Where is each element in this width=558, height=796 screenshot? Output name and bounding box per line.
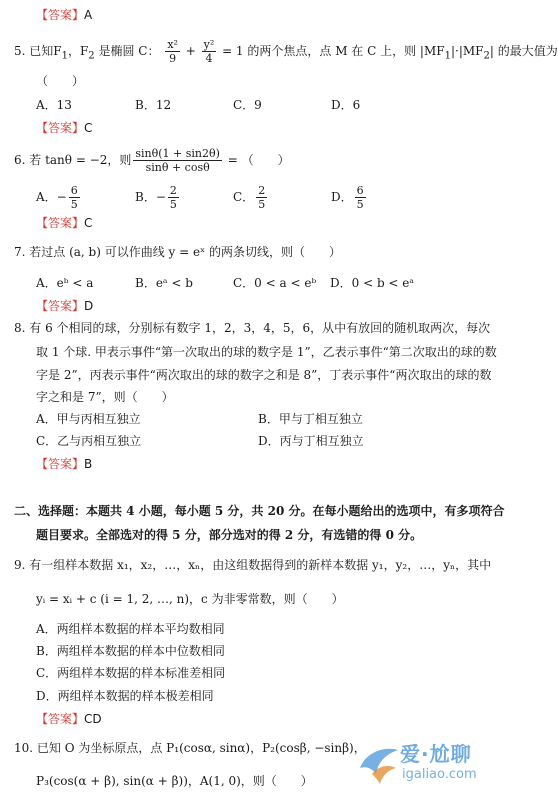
answer-tag: 【答案】 [36, 457, 85, 471]
frac-den: 4 [205, 52, 213, 65]
q10-line: 10. 已知 O 为坐标原点，点 P₁(cosα, sinα)，P₂(cosβ, −sinβ)， [14, 741, 366, 755]
answer-tag: 【答案】 [36, 216, 85, 230]
q5-text: | 的最大值为 [489, 44, 558, 58]
answer-value: B [84, 457, 93, 471]
frac-den: 5 [169, 198, 177, 211]
q6-text: 6. 若 tanθ = −2，则 [14, 153, 132, 167]
opt-frac [69, 184, 80, 211]
frac-num: sinθ(1 + sin2θ) [135, 147, 220, 160]
watermark-logo [356, 734, 504, 792]
frac-num: 2 [258, 184, 266, 197]
q5-text: + [181, 44, 200, 58]
q5-paren: （ ） [36, 74, 85, 88]
q8-line: 字之和是 7”，则（ ） [36, 390, 174, 404]
q5-sub: 2 [483, 50, 490, 62]
q6-option-d [331, 184, 368, 211]
answer-tag: 【答案】 [36, 299, 85, 313]
q8-line: 取 1 个球. 甲表示事件“第一次取出的球的数字是 1”，乙表示事件“第二次取出的球的数 [36, 345, 497, 359]
opt-frac [256, 184, 267, 211]
q8-option-c: C．乙与丙相互独立 [36, 434, 142, 448]
answer-value: CD [84, 712, 102, 726]
q6-stem [14, 147, 290, 174]
q5-text: |·|MF [450, 44, 484, 58]
frac-den: 5 [258, 198, 266, 211]
q9-line: 9. 有一组样本数据 x₁，x₂，…，xₙ，由这组数据得到的新样本数据 y₁，y₂，…，yₙ，其中 [14, 558, 492, 572]
q9-option-b: B．两组样本数据的样本中位数相同 [36, 644, 225, 658]
answer-tag: 【答案】 [36, 712, 85, 726]
q5-sub: 2 [88, 50, 95, 62]
q9-answer [36, 711, 102, 727]
q5-option-b: B．12 [135, 98, 172, 112]
frac-den: 5 [356, 198, 364, 211]
q4-answer [36, 7, 92, 23]
q5-text: 是椭圆 C： [94, 44, 160, 58]
answer-value: C [84, 121, 93, 135]
answer-tag: 【答案】 [36, 8, 85, 22]
opt-label: A． [36, 190, 57, 204]
frac-den: 9 [169, 52, 177, 65]
opt-sign: − [56, 190, 67, 204]
q7-option-b: B．eᵃ < b [135, 276, 193, 290]
frac-den: 5 [70, 198, 78, 211]
q5-answer [36, 120, 92, 136]
q5-option-d: D．6 [331, 98, 361, 112]
q8-line: 字是 2”，丙表示事件“两次取出的球的数字之和是 8”，丁表示事件“两次取出的球的数 [36, 368, 492, 382]
q9-option-a: A．两组样本数据的样本平均数相同 [36, 622, 225, 636]
q8-option-a: A．甲与丙相互独立 [36, 412, 141, 426]
frac-num: 6 [70, 184, 78, 197]
ellipse-frac-x [165, 38, 180, 65]
q9-option-c: C．两组样本数据的样本标准差相同 [36, 666, 226, 680]
q6-frac [133, 147, 222, 174]
answer-value: D [84, 299, 94, 313]
q5-text: = 1 的两个焦点，点 M 在 C 上，则 |MF [218, 44, 445, 58]
q5-sub: 1 [444, 50, 451, 62]
section-heading-cont: 题目要求。全部选对的得 5 分，部分选对的得 2 分，有选错的得 0 分。 [36, 528, 423, 542]
answer-value: A [84, 8, 93, 22]
opt-frac [168, 184, 179, 211]
frac-num: 2 [169, 184, 177, 197]
frac-num: y² [203, 38, 215, 51]
watermark-url: igaliao.com [402, 767, 477, 782]
frac-num: 6 [356, 184, 364, 197]
q10-line: P₃(cos(α + β), sin(α + β))，A(1, 0)，则（ ） [36, 774, 313, 788]
q5-stem [14, 38, 558, 65]
answer-value: C [84, 216, 93, 230]
q5-text: ，F [67, 44, 89, 58]
opt-sign: − [155, 190, 166, 204]
q9-option-d: D．两组样本数据的样本极差相同 [36, 689, 214, 703]
q8-answer [36, 456, 92, 472]
q6-text: = （ ） [223, 153, 290, 167]
q5-option-c: C．9 [233, 98, 262, 112]
ellipse-frac-y [202, 38, 217, 65]
q5-text: 5. 已知F [14, 44, 62, 58]
q8-option-b: B．甲与丁相互独立 [258, 412, 363, 426]
q7-option-d: D．0 < b < eᵃ [330, 276, 415, 290]
frac-den: sinθ + cosθ [145, 161, 210, 174]
opt-frac [355, 184, 366, 211]
q7-option-a: A．eᵇ < a [36, 276, 94, 290]
q7-option-c: C．0 < a < eᵇ [233, 276, 317, 290]
q7-answer [36, 298, 93, 314]
q8-line: 8. 有 6 个相同的球，分别标有数字 1，2，3，4，5，6，从中有放回的随机取两次，每次 [14, 321, 491, 335]
section-heading: 二、选择题：本题共 4 小题，每小题 5 分，共 20 分。在每小题给出的选项中，有多项符合 [14, 504, 505, 518]
frac-num: x² [167, 38, 178, 51]
q5-option-a: A．13 [36, 98, 72, 112]
bird-logo-icon [356, 738, 402, 788]
q6-option-b [135, 184, 181, 211]
q5-sub: 1 [61, 50, 68, 62]
q6-answer [36, 215, 92, 231]
q8-option-d: D．丙与丁相互独立 [258, 434, 364, 448]
q6-option-a [36, 184, 82, 211]
q6-option-c [233, 184, 269, 211]
opt-label: B． [135, 190, 156, 204]
q7-stem: 7. 若过点 (a, b) 可以作曲线 y = eˣ 的两条切线，则（ ） [14, 245, 342, 259]
watermark-title: 爱·尬聊 [400, 742, 472, 766]
q9-line: yᵢ = xᵢ + c (i = 1, 2, …, n)，c 为非零常数，则（ ） [36, 592, 344, 606]
answer-tag: 【答案】 [36, 121, 85, 135]
opt-label: D． [331, 190, 353, 204]
opt-label: C． [233, 190, 255, 204]
